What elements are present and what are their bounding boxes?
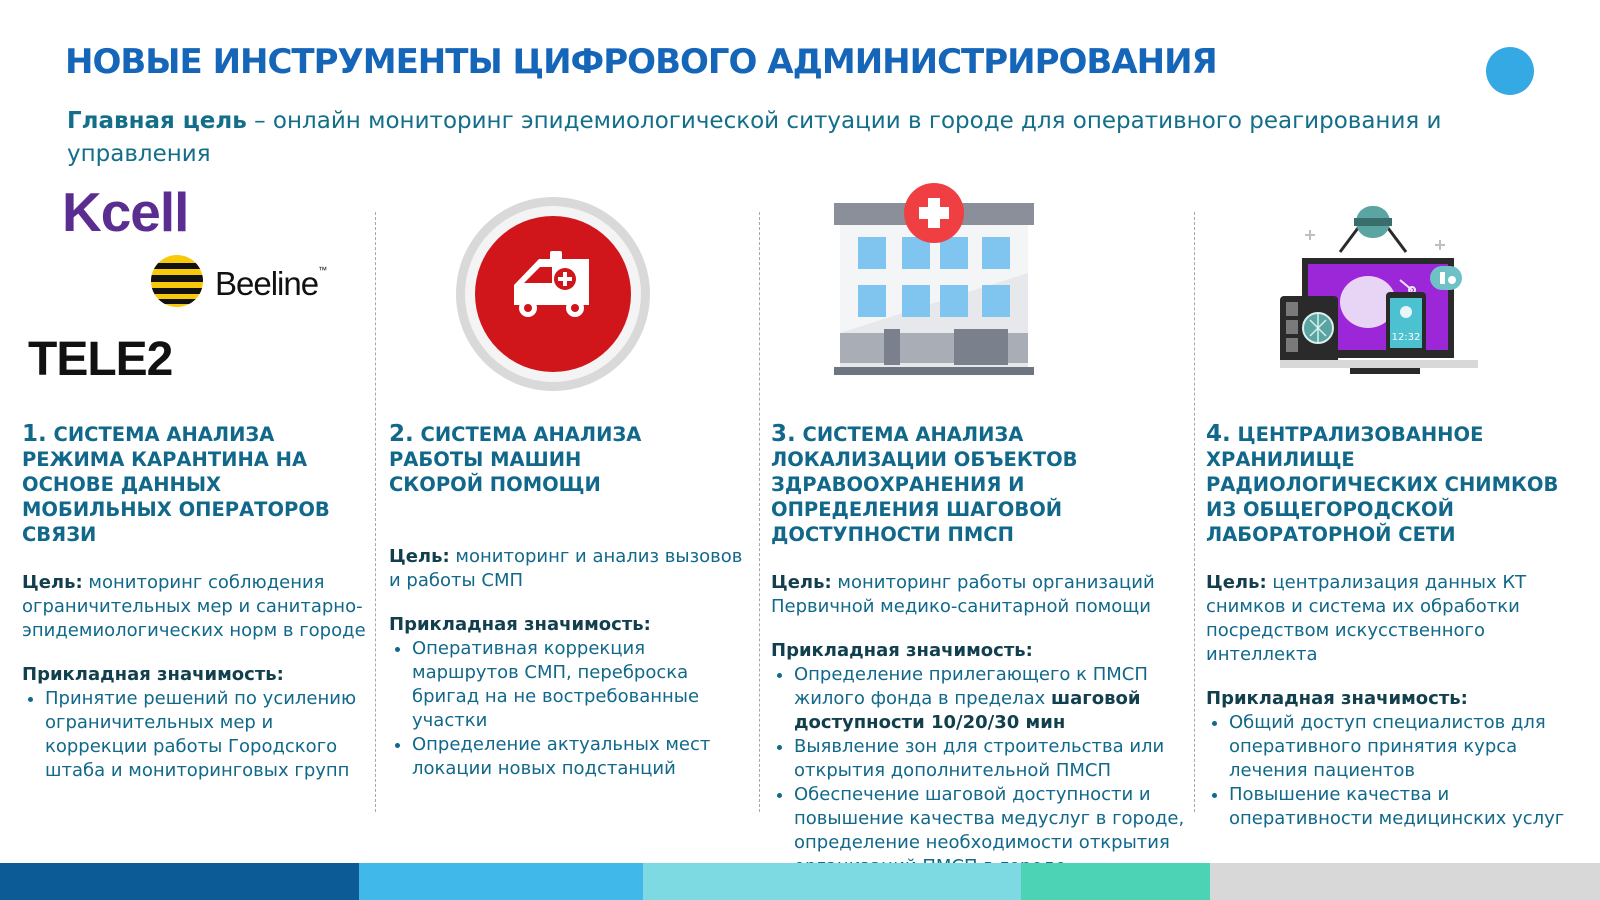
column-1 bbox=[22, 422, 372, 783]
ai-devices-icon bbox=[1280, 200, 1480, 375]
column-1-goal-label: Цель: bbox=[22, 572, 83, 593]
footer-bar-4 bbox=[1021, 863, 1210, 900]
beeline-wordmark: Beeline bbox=[215, 265, 319, 302]
main-goal-label: Главная цель bbox=[67, 108, 247, 134]
column-1-app-label: Прикладная значимость: bbox=[22, 664, 284, 685]
bullet-text: Определение прилегающего к ПМСП жилого фонда в пределах bbox=[794, 664, 1148, 709]
accent-dot bbox=[1486, 47, 1534, 95]
footer-bar-3 bbox=[643, 863, 1021, 900]
tele2-logo: TELE2 bbox=[28, 333, 173, 386]
list-item: • Обеспечение шаговой доступности и повышение качества медуслуг в городе, определение необходимости открытия bbox=[794, 783, 1185, 879]
hospital-icon bbox=[830, 183, 1038, 388]
column-4-number: 4. bbox=[1206, 421, 1231, 447]
list-item: • Оперативная коррекция маршрутов СМП, переброска бригад на не востребованные участки bbox=[412, 637, 753, 733]
list-item: • Повышение качества и оперативности медицинских услуг bbox=[1229, 783, 1581, 831]
page-title: НОВЫЕ ИНСТРУМЕНТЫ ЦИФРОВОГО АДМИНИСТРИРОВАНИЯ bbox=[65, 42, 1217, 82]
column-3-bullets bbox=[771, 663, 1185, 879]
column-2 bbox=[389, 422, 753, 781]
column-4 bbox=[1206, 422, 1581, 831]
column-3-title: СИСТЕМА АНАЛИЗА ЛОКАЛИЗАЦИИ ОБЪЕКТОВ ЗДРАВООХРАНЕНИЯ И ОПРЕДЕЛЕНИЯ ШАГОВОЙ ДОСТУПНОСТИ ПМСП bbox=[771, 423, 1078, 546]
bullet-highlight: шаговой доступности 10/20/30 мин bbox=[794, 688, 1141, 733]
column-1-title: СИСТЕМА АНАЛИЗА РЕЖИМА КАРАНТИНА НА ОСНОВЕ ДАННЫХ МОБИЛЬНЫХ ОПЕРАТОРОВ СВЯЗИ bbox=[22, 423, 330, 546]
list-item bbox=[794, 663, 1185, 735]
column-2-goal-text: мониторинг и анализ вызовов и работы СМП bbox=[389, 546, 743, 591]
column-2-app-label: Прикладная значимость: bbox=[389, 614, 651, 635]
column-2-title: СИСТЕМА АНАЛИЗА РАБОТЫ МАШИН СКОРОЙ ПОМОЩИ bbox=[389, 423, 642, 496]
footer-bar-2 bbox=[359, 863, 643, 900]
column-4-goal-text: централизация данных КТ снимков и система их обработки посредством искусственного интеллекта bbox=[1206, 572, 1527, 665]
beeline-tm: ™ bbox=[318, 265, 327, 275]
list-item: • Общий доступ специалистов для оперативного принятия курса лечения пациентов bbox=[1229, 711, 1581, 783]
list-item: • Принятие решений по усилению ограничительных мер и коррекции работы Городского штаба и мониторинговых групп bbox=[45, 687, 372, 783]
column-4-title: ЦЕНТРАЛИЗОВАННОЕ ХРАНИЛИЩЕ РАДИОЛОГИЧЕСКИХ СНИМКОВ ИЗ ОБЩЕГОРОДСКОЙ ЛАБОРАТОРНОЙ СЕТИ bbox=[1206, 423, 1559, 546]
column-divider bbox=[375, 212, 376, 812]
footer-bar-1 bbox=[0, 863, 359, 900]
column-1-number: 1. bbox=[22, 421, 47, 447]
beeline-ball-icon bbox=[150, 254, 204, 308]
column-3-number: 3. bbox=[771, 421, 796, 447]
column-3-goal-label: Цель: bbox=[771, 572, 832, 593]
column-2-bullets bbox=[389, 637, 753, 781]
device-clock: 12:32 bbox=[1391, 332, 1421, 343]
column-4-goal-label: Цель: bbox=[1206, 572, 1267, 593]
column-4-app-label: Прикладная значимость: bbox=[1206, 688, 1468, 709]
column-2-goal-label: Цель: bbox=[389, 546, 450, 567]
main-goal bbox=[67, 105, 1507, 171]
main-goal-text: – онлайн мониторинг эпидемиологической ситуации в городе для оперативного реагирования и управления bbox=[67, 108, 1442, 167]
column-divider bbox=[759, 212, 760, 812]
column-4-bullets bbox=[1206, 711, 1581, 831]
column-2-number: 2. bbox=[389, 421, 414, 447]
ambulance-icon bbox=[454, 195, 652, 393]
footer-bar-5 bbox=[1210, 863, 1600, 900]
column-3-app-label: Прикладная значимость: bbox=[771, 640, 1033, 661]
column-3 bbox=[771, 422, 1185, 879]
column-1-bullets bbox=[22, 687, 372, 783]
list-item: • Определение актуальных мест локации новых подстанций bbox=[412, 733, 753, 781]
column-divider bbox=[1194, 212, 1195, 812]
column-1-goal-text: мониторинг соблюдения ограничительных мер и санитарно-эпидемиологических норм в городе bbox=[22, 572, 366, 641]
list-item: • Выявление зон для строительства или открытия дополнительной ПМСП bbox=[794, 735, 1185, 783]
kcell-logo: Kcell bbox=[62, 181, 189, 243]
column-3-goal-text: мониторинг работы организаций Первичной медико-санитарной помощи bbox=[771, 572, 1155, 617]
